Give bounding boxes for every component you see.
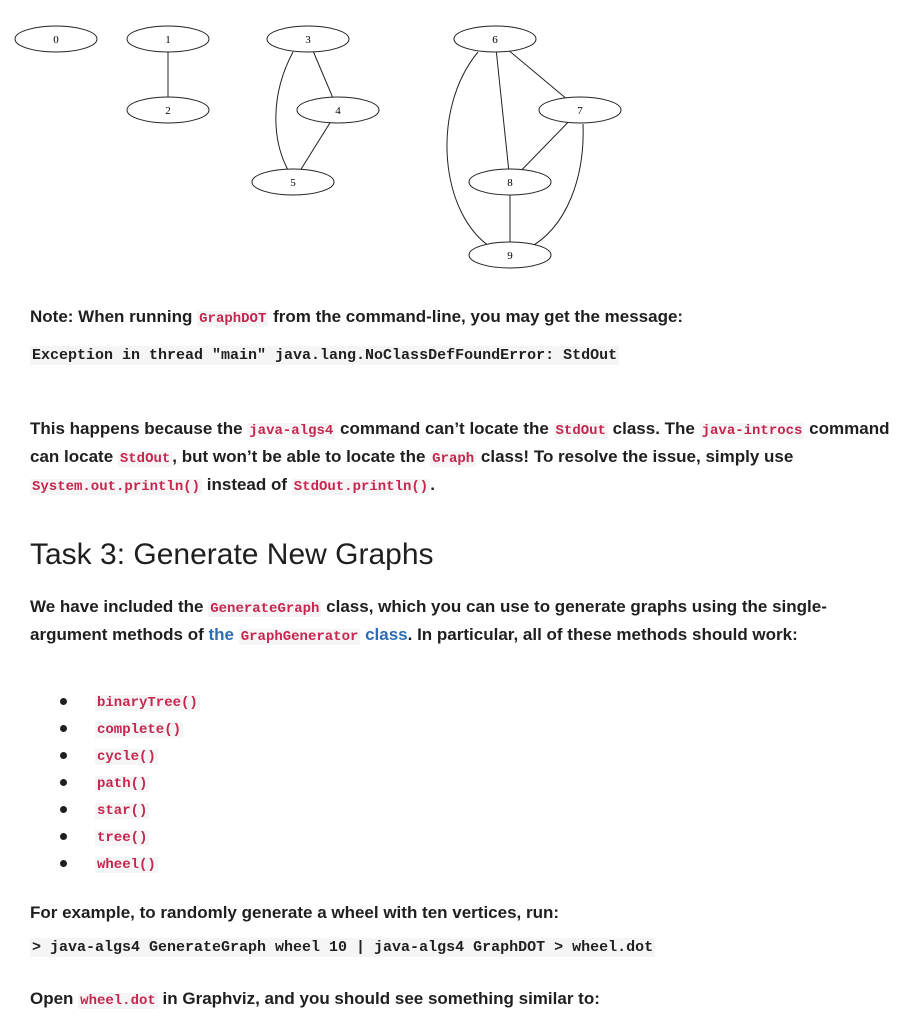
example-intro: For example, to randomly generate a wheel with ten vertices, run: (30, 903, 560, 922)
bullet-icon (60, 806, 67, 813)
graph-node-label: 0 (53, 34, 59, 46)
generategraph-code: GenerateGraph (210, 601, 320, 617)
task-heading: Task 3: Generate New Graphs (30, 538, 434, 571)
list-item: path() (60, 769, 200, 796)
note-text: Note: When running (30, 307, 198, 326)
graph-node-label: 6 (492, 34, 498, 46)
graph-node-6 (454, 26, 536, 52)
graph-code: Graph (432, 451, 475, 467)
graph-node-label: 9 (507, 250, 513, 262)
bullet-icon (60, 698, 67, 705)
list-item: tree() (60, 823, 200, 850)
task-paragraph: We have included the GenerateGraph class, which you can use to generate graphs using the single-argument methods of the GraphGenerator class. In particular, all of these methods should work: (30, 597, 827, 645)
graph-node-8 (469, 169, 551, 195)
graph-node-label: 8 (507, 177, 513, 189)
graph-node-3 (267, 26, 349, 52)
exception-message: Exception in thread "main" java.lang.NoClassDefFoundError: StdOut (32, 347, 618, 364)
list-item: cycle() (60, 742, 200, 769)
graph-node-label: 3 (305, 34, 311, 46)
system-println-code: System.out.println() (32, 479, 201, 495)
graph-edge-6-9 (447, 52, 492, 248)
method-list (60, 688, 200, 877)
graph-node-7 (539, 97, 621, 123)
graph-node-label: 1 (165, 34, 171, 46)
graph-node-1 (127, 26, 209, 52)
list-item: binaryTree() (60, 688, 200, 715)
graphdot-code: GraphDOT (199, 311, 267, 327)
bullet-icon (60, 779, 67, 786)
bullet-icon (60, 752, 67, 759)
graph-node-2 (127, 97, 209, 123)
explanation-paragraph: This happens because the java-algs4 command can’t locate the StdOut class. The java-introcs command can locate StdOut , but won’t be able to locate the Graph class! To resolve the issue, simply use System.out.println() instead of StdOut.println() . (30, 419, 890, 495)
java-algs4-code: java-algs4 (249, 423, 334, 439)
graph-figure (0, 0, 912, 280)
wheel-dot-code: wheel.dot (80, 993, 156, 1009)
graphgenerator-link[interactable]: the GraphGenerator class (208, 625, 408, 645)
graph-node-5 (252, 169, 334, 195)
stdout-code-2: StdOut (119, 451, 171, 467)
graph-node-label: 2 (165, 105, 171, 117)
bullet-icon (60, 860, 67, 867)
graph-node-label: 5 (290, 177, 296, 189)
graph-node-4 (297, 97, 379, 123)
bullet-icon (60, 833, 67, 840)
note-text-end: from the command-line, you may get the message: (268, 307, 684, 326)
graph-node-0 (15, 26, 97, 52)
list-item: wheel() (60, 850, 200, 877)
list-item: complete() (60, 715, 200, 742)
stdout-code: StdOut (555, 423, 606, 439)
graph-edge-3-5 (276, 52, 293, 170)
graph-node-label: 4 (335, 105, 341, 117)
graph-node-9 (469, 242, 551, 268)
java-introcs-code: java-introcs (701, 423, 803, 439)
stdout-println-code: StdOut.println() (293, 479, 429, 495)
note-paragraph (30, 304, 900, 332)
graph-node-label: 7 (577, 105, 583, 117)
command-line: > java-algs4 GenerateGraph wheel 10 | java-algs4 GraphDOT > wheel.dot (32, 939, 654, 956)
graph-edge-6-8 (495, 39, 510, 182)
list-item: star() (60, 796, 200, 823)
bullet-icon (60, 725, 67, 732)
open-paragraph: Open wheel.dot in Graphviz, and you should see something similar to: (30, 989, 600, 1009)
